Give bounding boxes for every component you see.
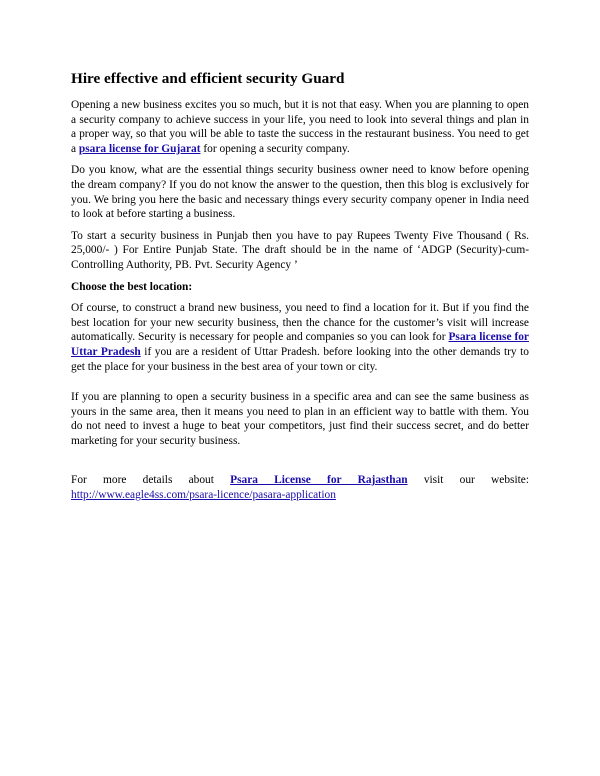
location-text: Of course, to construct a brand new business, you need to find a location for it. But if you find the best location for your new security business, then the chance for the customer’s visit will increase automatically. Security is necessary for people and companies so you can look for bbox=[71, 302, 529, 344]
essentials-paragraph: Do you know, what are the essential things security business owner need to know before opening the dream company? If you do not know the answer to the question, then this blog is exclusively for you. We bring you here the basic and necessary things every security company opener in India need to look at before starting a business. bbox=[71, 164, 529, 221]
psara-rajasthan-link[interactable]: Psara License for Rajasthan bbox=[230, 474, 408, 487]
punjab-paragraph: To start a security business in Punjab then you have to pay Rupees Twenty Five Thousand ( Rs. 25,000/- ) For Entire Punjab State. The draft should be in the name of ‘ADGP (Security)-cum-Controlling Authority, PB. Pvt. Security Agency ’ bbox=[71, 229, 529, 271]
page-title: Hire effective and efficient security Guard bbox=[71, 70, 345, 87]
footer-paragraph bbox=[71, 473, 529, 488]
psara-gujarat-link[interactable]: psara license for Gujarat bbox=[78, 142, 201, 155]
section-heading: Choose the best location: bbox=[71, 280, 193, 293]
footer-text: For more details about bbox=[71, 474, 231, 487]
location-paragraph bbox=[71, 301, 529, 374]
intro-text-end: for opening a security company. bbox=[200, 142, 350, 155]
intro-paragraph bbox=[71, 98, 529, 156]
competition-paragraph: If you are planning to open a security business in a specific area and can see the same business as yours in the same area, then it means you need to plan in an efficient way to battle with them. You do not need to invest a huge to beat your competitors, just find their success secret, and do better marketing for your security business. bbox=[71, 391, 529, 447]
psara-uttar-pradesh-link[interactable]: Psara license for Uttar Pradesh bbox=[71, 331, 529, 358]
footer-text-mid: visit our website: bbox=[407, 474, 529, 487]
intro-text: Opening a new business excites you so much, but it is not that easy. When you are planning to open a security company to achieve success in your life, you need to look into several things and plan in a proper way, so that you will be able to taste the success in the restaurant business. You need to get a bbox=[71, 99, 529, 155]
website-url-link[interactable]: http://www.eagle4ss.com/psara-licence/pasara-application bbox=[71, 489, 336, 502]
location-text-end: if you are a resident of Uttar Pradesh. before looking into the other demands try to get the place for your business in the best area of your town or city. bbox=[71, 345, 529, 373]
